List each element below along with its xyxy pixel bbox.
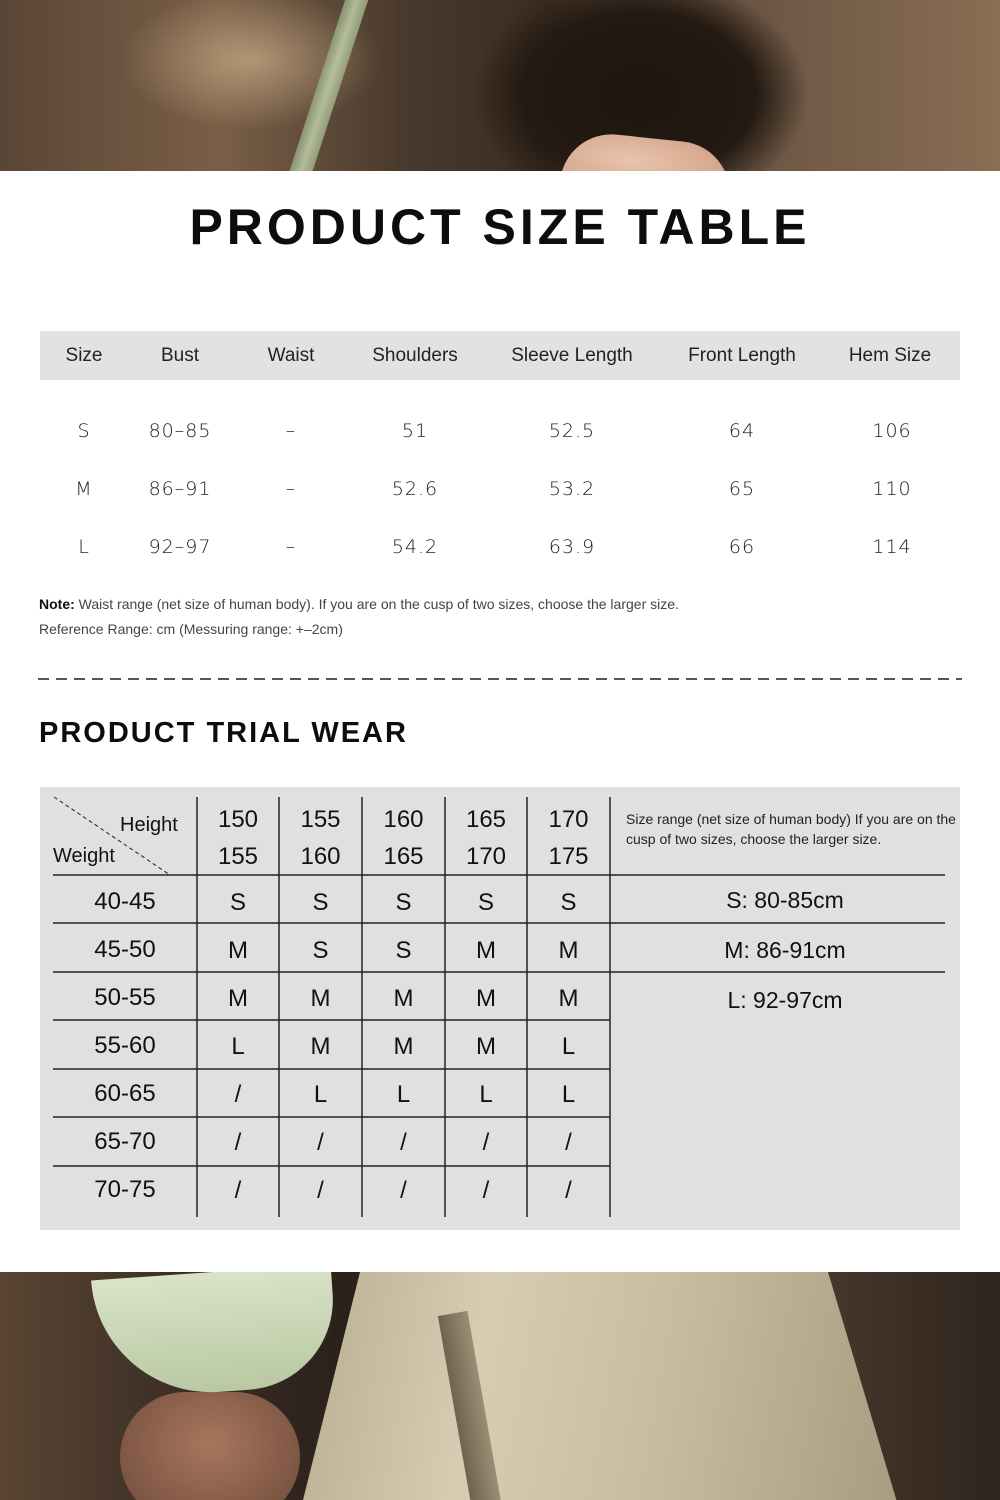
reference-text: Reference Range: cm (Messuring range: +–2cm)	[39, 621, 343, 637]
height-to: 175	[548, 843, 589, 870]
column-header: Waist	[267, 345, 315, 366]
grid-cell: /	[234, 1081, 242, 1108]
grid-cell: /	[234, 1129, 242, 1156]
photo-detail	[120, 1392, 300, 1500]
grid-cell: S	[395, 889, 412, 916]
range-label: S: 80-85cm	[726, 887, 844, 913]
table-cell: 80–85	[148, 420, 212, 442]
height-from: 155	[300, 806, 341, 833]
table-cell: M	[75, 478, 93, 500]
height-header	[279, 801, 362, 875]
section-divider	[38, 677, 962, 681]
table-cell: 52.6	[391, 478, 439, 500]
weight-label: 65-70	[94, 1128, 156, 1155]
grid-cell: S	[477, 889, 494, 916]
column-header: Hem Size	[848, 345, 932, 366]
weight-label: 55-60	[94, 1032, 156, 1059]
height-from: 150	[217, 806, 259, 833]
table-cell: 63.9	[548, 536, 596, 558]
grid-cell: L	[396, 1081, 411, 1108]
table-cell: 114	[872, 536, 912, 558]
table-cell: 86–91	[148, 478, 212, 500]
grid-cell: /	[400, 1129, 407, 1156]
height-header	[197, 801, 279, 875]
height-to: 165	[383, 843, 424, 870]
table-cell: 52.5	[548, 420, 596, 442]
grid-cell: L	[479, 1081, 493, 1108]
table-cell: 110	[872, 478, 912, 500]
grid-cell: L	[561, 1033, 576, 1060]
table-cell: 65	[728, 478, 756, 500]
weight-label: 60-65	[94, 1080, 156, 1107]
grid-cell: S	[560, 889, 577, 916]
table-cell: –	[285, 420, 297, 442]
note-body: Waist range (net size of human body). If you are on the cusp of two sizes, choose the larger size.	[78, 596, 679, 612]
weight-label: 50-55	[94, 984, 156, 1011]
grid-cell: L	[313, 1081, 328, 1108]
grid-cell: L	[231, 1033, 245, 1060]
footer-photo	[0, 1272, 1000, 1500]
table-cell: –	[285, 478, 297, 500]
table-cell: –	[285, 536, 297, 558]
header-photo	[0, 0, 1000, 171]
section-title: PRODUCT TRIAL WEAR	[39, 717, 408, 749]
height-header	[362, 801, 445, 875]
table-cell: 53.2	[548, 478, 596, 500]
note-text	[39, 596, 679, 612]
table-cell: S	[77, 420, 91, 442]
grid-cell: L	[561, 1081, 576, 1108]
grid-cell: M	[228, 985, 248, 1012]
grid-cell: S	[312, 889, 329, 916]
column-header: Bust	[160, 345, 200, 366]
trial-wear-table	[40, 787, 960, 1230]
grid-cell: M	[393, 1033, 414, 1060]
page-title: PRODUCT SIZE TABLE	[189, 199, 811, 255]
grid-cell: M	[228, 937, 248, 964]
grid-cell: M	[310, 985, 331, 1012]
grid-cell: M	[558, 985, 579, 1012]
column-header: Front Length	[688, 345, 796, 366]
grid-cell: /	[400, 1177, 407, 1204]
height-from: 170	[548, 806, 589, 833]
column-header: Sleeve Length	[511, 345, 633, 366]
grid-cell: M	[393, 985, 414, 1012]
grid-cell: M	[476, 937, 496, 964]
grid-cell: /	[317, 1129, 324, 1156]
table-row	[40, 478, 960, 508]
photo-detail	[559, 129, 734, 171]
table-cell: 54.2	[391, 536, 439, 558]
height-to: 160	[300, 843, 341, 870]
height-header	[445, 801, 527, 875]
range-label: M: 86-91cm	[724, 937, 846, 963]
grid-cell: S	[229, 889, 246, 916]
height-from: 165	[465, 806, 507, 833]
size-table-header	[40, 331, 960, 380]
grid-cell: S	[312, 937, 329, 964]
table-cell: 106	[872, 420, 912, 442]
grid-cell: M	[476, 1033, 496, 1060]
grid-cell: M	[558, 937, 579, 964]
grid-cell: /	[317, 1177, 324, 1204]
column-header: Shoulders	[372, 345, 458, 366]
corner-weight-label: Weight	[53, 845, 115, 867]
weight-label: 45-50	[94, 936, 156, 963]
grid-cell: /	[482, 1129, 490, 1156]
column-header: Size	[65, 345, 103, 366]
height-to: 155	[217, 843, 259, 870]
grid-cell: /	[234, 1177, 242, 1204]
grid-cell: S	[395, 937, 412, 964]
height-header	[527, 801, 610, 875]
note-label: Note:	[39, 596, 75, 612]
side-note: Size range (net size of human body) If you are on the cusp of two sizes, choose the larger size.	[626, 811, 956, 847]
height-from: 160	[383, 806, 424, 833]
weight-label: 70-75	[94, 1176, 156, 1203]
photo-detail	[91, 1272, 339, 1400]
grid-cell: /	[565, 1129, 572, 1156]
table-cell: 92–97	[148, 536, 212, 558]
grid-cell: M	[476, 985, 496, 1012]
range-label: L: 92-97cm	[727, 987, 843, 1013]
weight-label: 40-45	[94, 888, 156, 915]
grid-cell: /	[565, 1177, 572, 1204]
table-row	[40, 536, 960, 566]
height-to: 170	[465, 843, 507, 870]
table-row	[40, 420, 960, 450]
table-cell: 51	[401, 420, 429, 442]
table-cell: 64	[728, 420, 756, 442]
table-cell: L	[78, 536, 90, 558]
table-cell: 66	[728, 536, 756, 558]
grid-cell: M	[310, 1033, 331, 1060]
grid-cell: /	[482, 1177, 490, 1204]
photo-detail	[286, 0, 372, 171]
photo-detail	[300, 1272, 900, 1500]
corner-height-label: Height	[120, 814, 178, 836]
